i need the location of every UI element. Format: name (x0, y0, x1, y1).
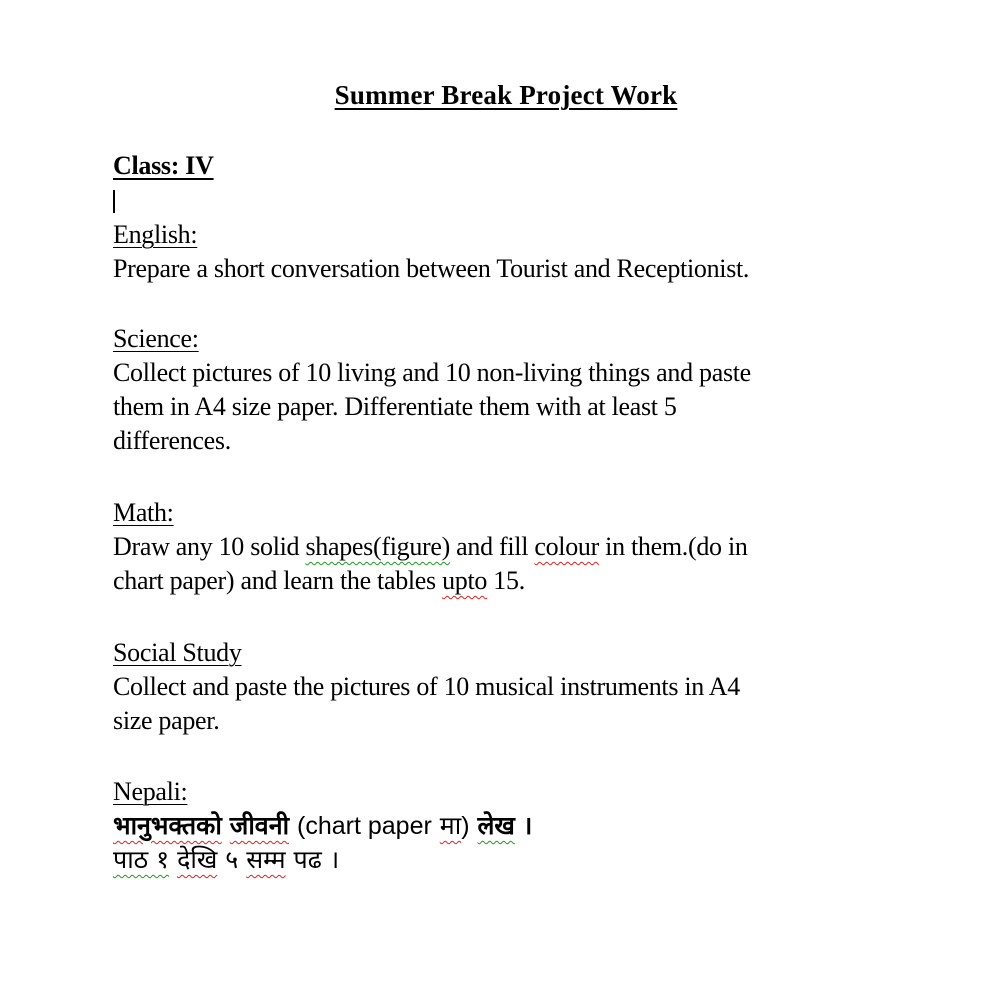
science-task-line: differences. (113, 426, 231, 455)
text-run: पढ (293, 845, 322, 874)
math-task-line (113, 530, 913, 564)
section-heading-english (113, 218, 913, 252)
nepali-task-line (113, 843, 913, 877)
spelling-flagged-word[interactable]: सम्म (246, 845, 286, 874)
spelling-flagged-word[interactable]: मा (439, 811, 462, 840)
text-run: Draw any 10 solid (113, 532, 306, 561)
spelling-flagged-word[interactable]: देखि (177, 845, 218, 874)
text-run: । (522, 811, 533, 840)
section-heading-nepali (113, 775, 913, 809)
science-task-line: Collect pictures of 10 living and 10 non-living things and paste (113, 358, 751, 387)
text-run: in them.(do in (598, 532, 748, 561)
document-title (0, 80, 1000, 111)
section-heading-science (113, 322, 913, 356)
spelling-flagged-word[interactable]: भानुभक्तको (113, 811, 222, 840)
text-run: ) (461, 812, 470, 840)
section-science (113, 322, 913, 458)
heading-text: Nepali: (113, 777, 188, 806)
social-task-line: Collect and paste the pictures of 10 musical instruments in A4 (113, 672, 740, 701)
section-nepali (113, 775, 913, 877)
text-run: chart paper) and learn the tables (113, 566, 443, 595)
nepali-task-line (113, 809, 913, 843)
spelling-flagged-word[interactable]: upto (442, 566, 488, 595)
grammar-flagged-word[interactable]: लेख (477, 811, 515, 840)
class-heading (113, 149, 913, 183)
math-task-line (113, 564, 913, 598)
grammar-flagged-word[interactable]: shapes(figure) (305, 532, 450, 561)
text-run: । (329, 845, 340, 874)
heading-text: English: (113, 220, 198, 249)
text-run: 15. (487, 566, 525, 595)
class-heading-text: Class: IV (113, 151, 214, 180)
heading-text: Math: (113, 498, 174, 527)
text-run: (chart paper (297, 812, 432, 840)
social-task-line: size paper. (113, 706, 220, 735)
grammar-flagged-word[interactable]: पाठ १ (113, 845, 170, 874)
science-task-line: them in A4 size paper. Differentiate them with at least 5 (113, 392, 677, 421)
heading-text: Science: (113, 324, 199, 353)
section-heading-social-study (113, 636, 913, 670)
text-run: ५ (225, 845, 239, 874)
spelling-flagged-word[interactable]: colour (534, 532, 599, 561)
section-english (113, 218, 913, 286)
section-math (113, 496, 913, 598)
text-cursor (113, 190, 115, 213)
section-social-study (113, 636, 913, 738)
english-task-line: Prepare a short conversation between Tourist and Receptionist. (113, 254, 750, 283)
heading-text: Social Study (113, 638, 242, 667)
spelling-flagged-word[interactable]: जीवनी (229, 811, 290, 840)
document-title-text: Summer Break Project Work (334, 80, 678, 110)
text-run: and fill (449, 532, 535, 561)
section-heading-math (113, 496, 913, 530)
